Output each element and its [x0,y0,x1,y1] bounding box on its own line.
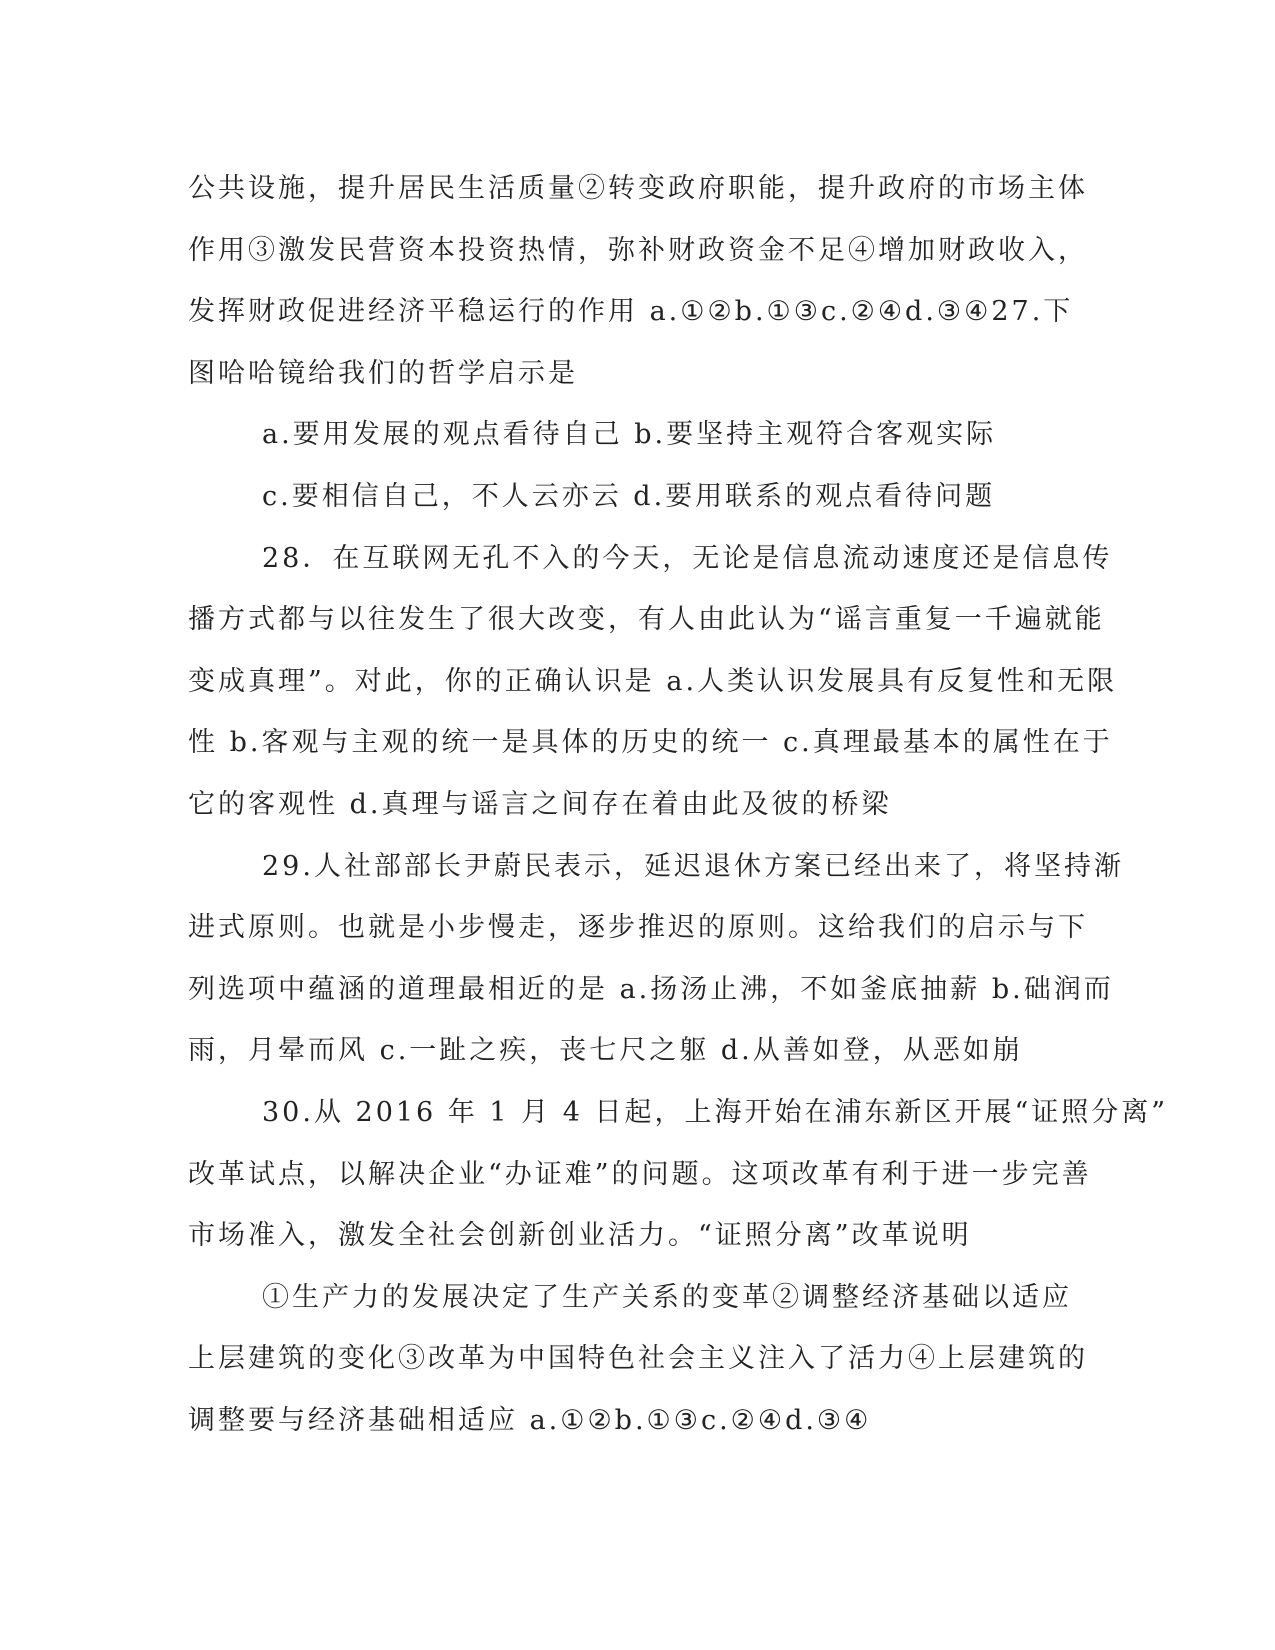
text-line: 播方式都与以往发生了很大改变，有人由此认为“谣言重复一千遍就能 [188,604,1105,636]
text-line: 公共设施，提升居民生活质量②转变政府职能，提升政府的市场主体 [188,173,1088,204]
text-line: 图哈哈镜给我们的哲学启示是 [188,357,578,389]
text-line: 性 b.客观与主观的统一是具体的历史的统一 c.真理最基本的属性在于 [188,727,1113,759]
text-line: 列选项中蕴涵的道理最相近的是 a.扬汤止沸，不如釜底抽薪 b.础润而 [188,973,1114,1005]
document-body [188,158,1169,1451]
text-line: 上层建筑的变化③改革为中国特色社会主义注入了活力④上层建筑的 [188,1343,1088,1375]
question-30-start: 30.从 2016 年 1 月 4 日起，上海开始在浦东新区开展“证照分离” [262,1096,1169,1128]
text-line: 变成真理”。对此，你的正确认识是 a.人类认识发展具有反复性和无限 [188,665,1118,697]
text-line: 发挥财政促进经济平稳运行的作用 a.①②b.①③c.②④d.③④27.下 [188,296,1074,328]
option-line: c.要相信自己，不人云亦云 d.要用联系的观点看待问题 [262,480,996,512]
text-line: 进式原则。也就是小步慢走，逐步推迟的原则。这给我们的启示与下 [188,912,1088,944]
statement-list-start: ①生产力的发展决定了生产关系的变革②调整经济基础以适应 [262,1281,1072,1313]
text-line: 调整要与经济基础相适应 a.①②b.①③c.②④d.③④ [188,1404,872,1436]
text-line: 它的客观性 d.真理与谣言之间存在着由此及彼的桥梁 [188,788,892,820]
question-29-start: 29.人社部部长尹蔚民表示，延迟退休方案已经出来了，将坚持渐 [262,850,1124,882]
question-28-start: 28．在互联网无孔不入的今天，无论是信息流动速度还是信息传 [262,542,1113,574]
text-line: 改革试点，以解决企业“办证难”的问题。这项改革有利于进一步完善 [188,1158,1092,1190]
text-line: 市场准入，激发全社会创新创业活力。“证照分离”改革说明 [188,1220,972,1252]
text-line: 雨，月晕而风 c.一趾之疾，丧七尺之躯 d.从善如登，从恶如崩 [188,1035,1023,1067]
option-line: a.要用发展的观点看待自己 b.要坚持主观符合客观实际 [262,419,997,451]
text-line: 作用③激发民营资本投资热情，弥补财政资金不足④增加财政收入， [188,234,1088,266]
